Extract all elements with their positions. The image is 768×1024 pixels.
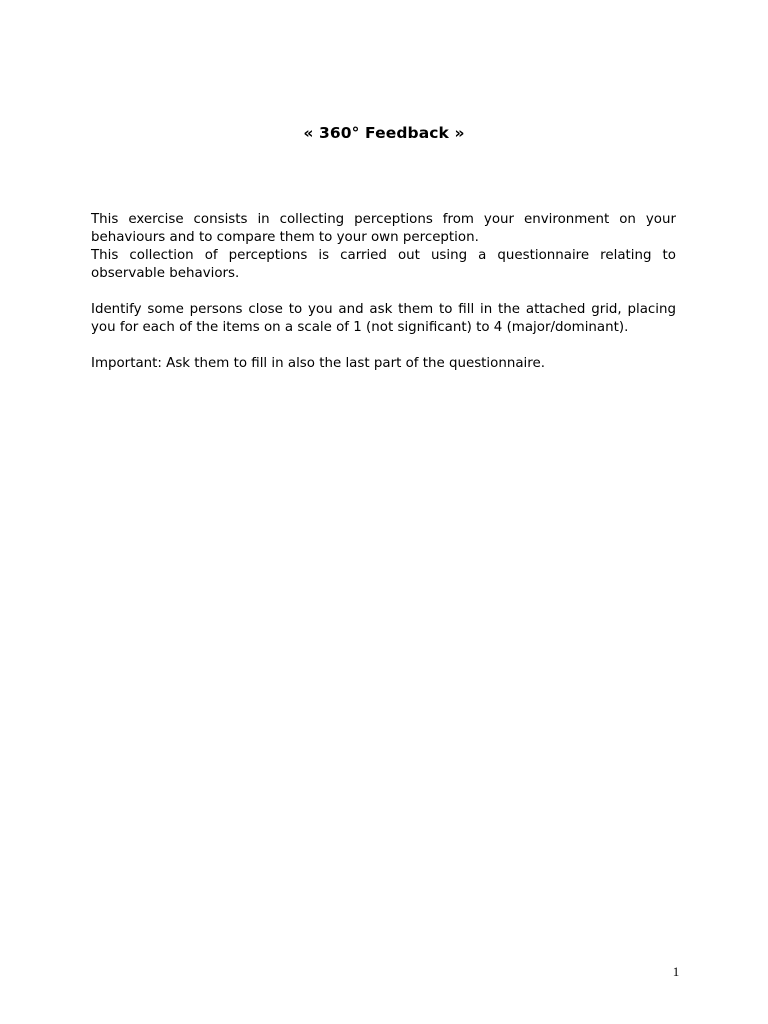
document-title: « 360° Feedback » [303,124,465,142]
paragraph-intro: This exercise consists in collecting perceptions from your environment on your behaviours and to compare them to your own perception. [91,212,676,245]
document-body [91,211,676,373]
paragraph-collection: This collection of perceptions is carried out using a questionnaire relating to observable behaviors. [91,248,676,281]
paragraph-identify: Identify some persons close to you and ask them to fill in the attached grid, placing you for each of the items on a scale of 1 (not significant) to 4 (major/dominant). [91,302,676,335]
page-number: 1 [672,964,680,979]
paragraph-important: Important: Ask them to fill in also the last part of the questionnaire. [91,356,545,371]
